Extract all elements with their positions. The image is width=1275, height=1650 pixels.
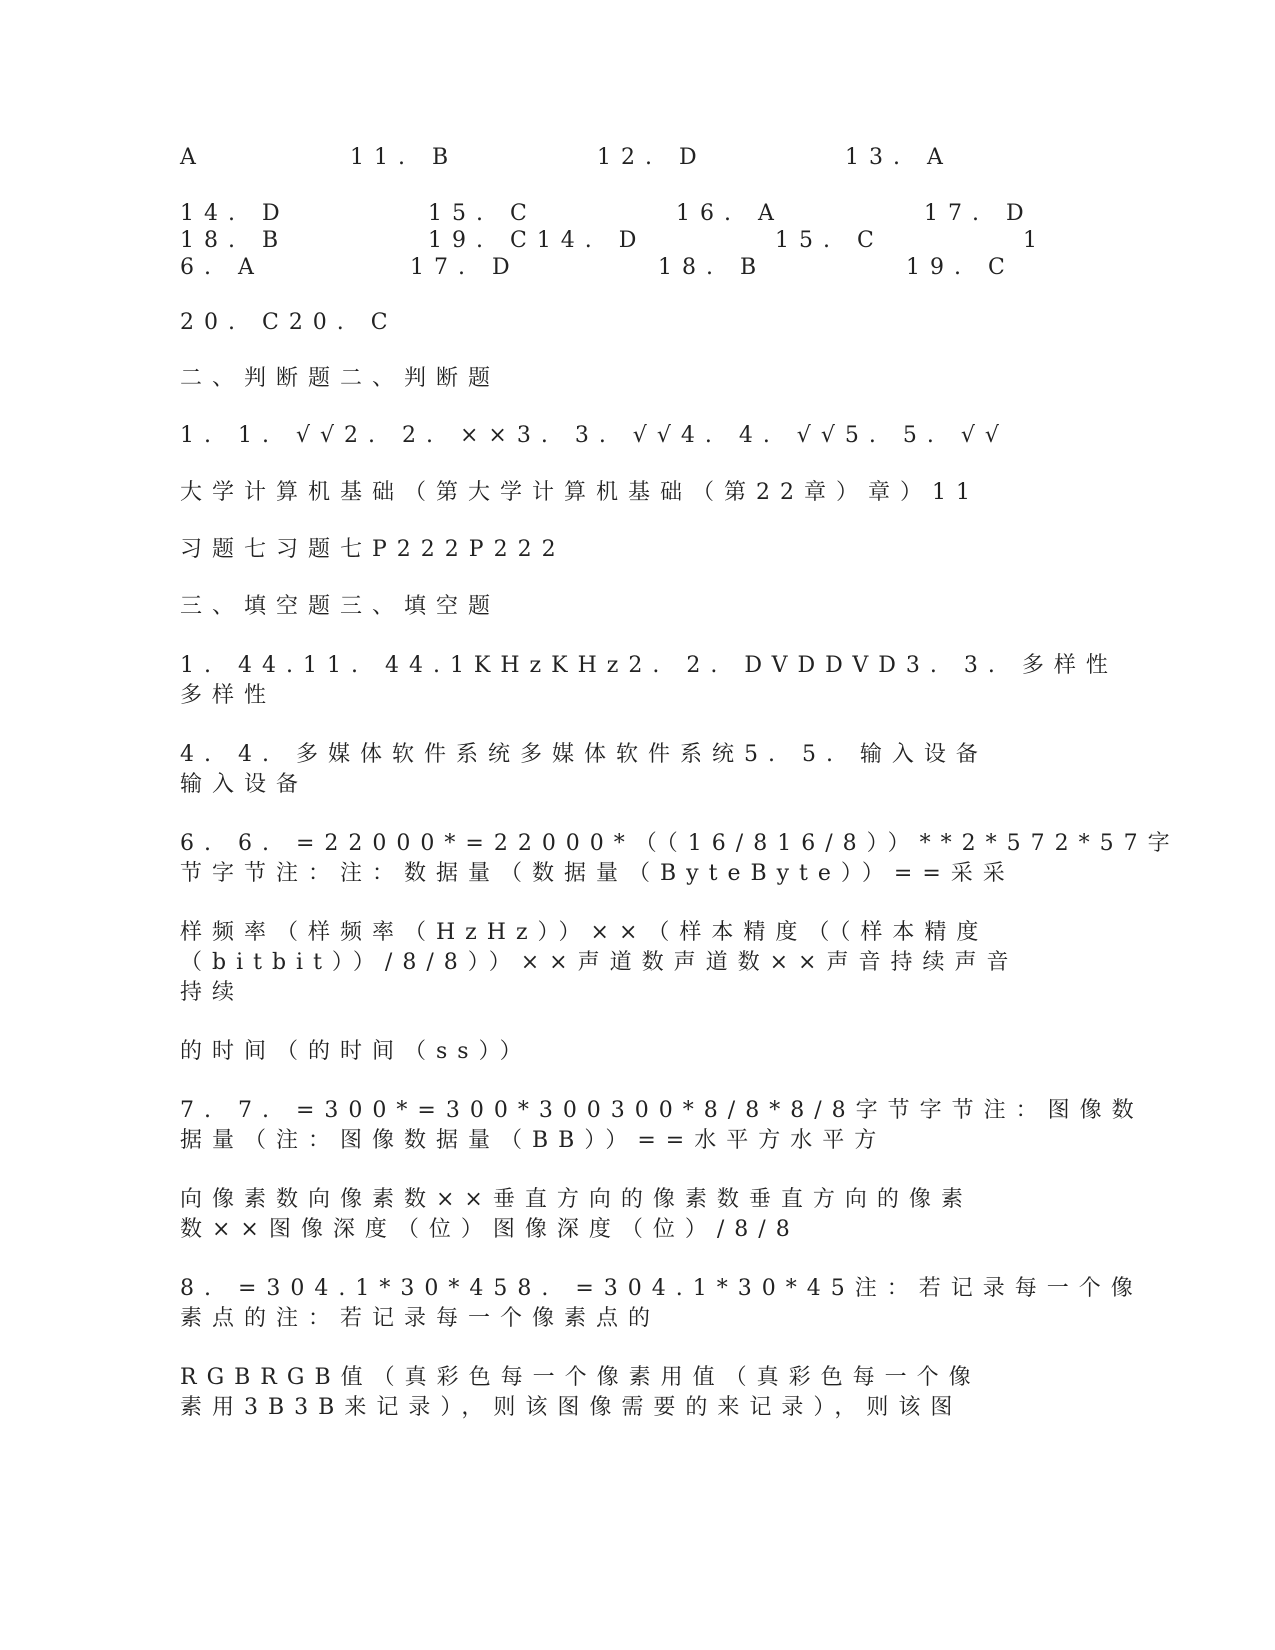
chapter-heading	[0, 477, 1275, 511]
line-text: 二、判断题二、判断题	[180, 366, 501, 391]
text-line	[0, 828, 1275, 862]
line-text: 据量（注：图像数据量（BB））==水平方水平方	[180, 1128, 887, 1153]
answer-text: 18. B	[180, 228, 289, 253]
text-line	[0, 739, 1275, 773]
line-text: 6. 6. =22000*=22000*（（16/816/8））**2*572*57字	[180, 831, 1180, 856]
line-text: 向像素数向像素数××垂直方向的像素数垂直方向的像素	[180, 1187, 973, 1212]
line-text: 素点的注：若记录每一个像素点的	[180, 1306, 661, 1331]
line-text: 1. 44.11. 44.1KHzKHz2. 2. DVDDVD3. 3. 多样性	[180, 653, 1118, 678]
answer-text: 11. B	[350, 145, 459, 170]
text-line	[0, 1095, 1275, 1129]
line-text: 的时间（的时间（ss））	[180, 1039, 532, 1064]
text-line	[0, 420, 1275, 454]
line-text: 多样性	[180, 683, 277, 708]
answer-text: 15. C	[428, 201, 537, 226]
answer-text: 15. C	[775, 228, 884, 253]
line-text: 素用3B3B来记录），则该图像需要的来记录），则该图	[180, 1395, 963, 1420]
line-text: 7. 7. =300*=300*300300*8/8*8/8字节字节注：图像数	[180, 1098, 1144, 1123]
section-heading	[0, 591, 1275, 625]
line-text: 三、填空题三、填空题	[180, 594, 501, 619]
text-line	[0, 1125, 1275, 1159]
line-text: 8. =304.1*30*458. =304.1*30*45注：若记录每一个像	[180, 1276, 1143, 1301]
line-text: 数××图像深度（位）图像深度（位）/8/8	[180, 1217, 800, 1242]
answer-text: 19. C14. D	[428, 228, 647, 253]
text-line	[0, 1273, 1275, 1307]
answer-text: 13. A	[845, 145, 953, 170]
text-line	[0, 1036, 1275, 1070]
answer-text: 1	[1023, 228, 1047, 253]
answer-text: 17. D	[924, 201, 1034, 226]
answer-line	[0, 252, 1275, 286]
text-line	[0, 650, 1275, 684]
line-text: RGBRGB值（真彩色每一个像素用值（真彩色每一个像	[180, 1365, 981, 1390]
line-text: 1. 1. √√2. 2. ××3. 3. √√4. 4. √√5. 5. √√	[180, 423, 1009, 448]
text-line	[0, 1214, 1275, 1248]
text-line	[0, 769, 1275, 803]
line-text: 4. 4. 多媒体软件系统多媒体软件系统5. 5. 输入设备	[180, 742, 988, 767]
line-text: 大学计算机基础（第大学计算机基础（第22章）章）11	[180, 480, 980, 505]
answer-text: 6. A	[180, 255, 264, 280]
line-text: 持续	[180, 980, 245, 1005]
exercise-heading	[0, 534, 1275, 568]
text-line	[0, 1303, 1275, 1337]
answer-text: 16. A	[676, 201, 784, 226]
text-line	[0, 1392, 1275, 1426]
text-line	[0, 680, 1275, 714]
answer-text: A	[180, 145, 206, 170]
line-text: 样频率（样频率（HzHz））××（样本精度（（样本精度	[180, 920, 989, 945]
line-text: 节字节注：注：数据量（数据量（ByteByte））==采采	[180, 861, 1015, 886]
text-line	[0, 917, 1275, 951]
line-text: 20. C20. C	[180, 310, 398, 335]
answer-text: 12. D	[597, 145, 707, 170]
line-text: 输入设备	[180, 772, 309, 797]
section-heading	[0, 363, 1275, 397]
text-line	[0, 947, 1275, 981]
line-text: （bitbit））/8/8））××声道数声道数××声音持续声音	[180, 950, 1019, 975]
line-text: 习题七习题七P222P222	[180, 537, 566, 562]
answer-line	[0, 142, 1275, 176]
answer-text: 18. B	[658, 255, 767, 280]
text-line	[0, 1184, 1275, 1218]
text-line	[0, 858, 1275, 892]
text-line	[0, 307, 1275, 341]
text-line	[0, 977, 1275, 1011]
answer-text: 14. D	[180, 201, 290, 226]
text-line	[0, 1362, 1275, 1396]
answer-text: 17. D	[410, 255, 520, 280]
answer-text: 19. C	[906, 255, 1015, 280]
